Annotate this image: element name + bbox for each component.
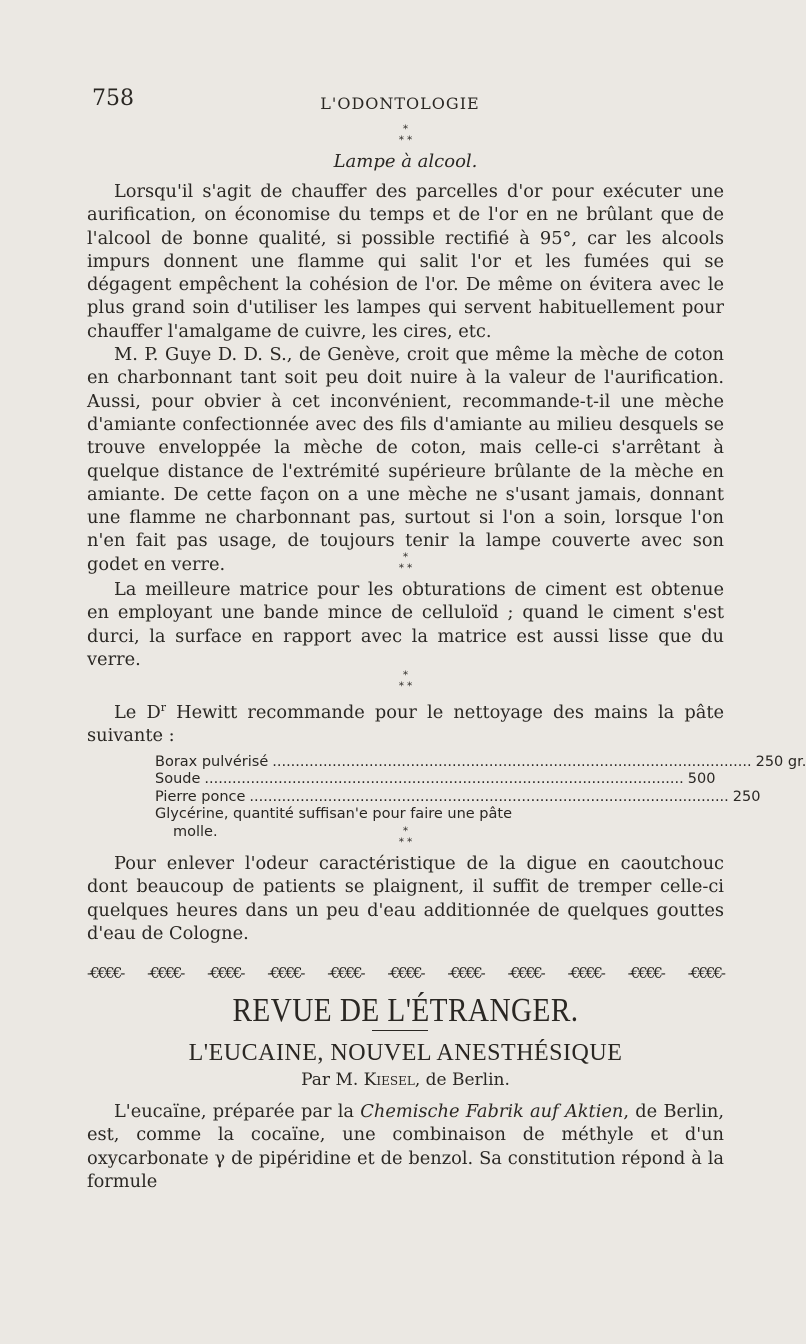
paragraph-hewitt-intro — [87, 696, 724, 748]
ornament-motif: -€€€€- — [507, 964, 544, 982]
paragraph-lampe-1: Lorsqu'il s'agit de chauffer des parcelles d'or pour exécuter une aurification, on économise du temps et de l'or en ne brûlant que de l'alcool de bonne qualité, si possible rectifié à 95°, car les alcools impurs donnent une flamme qui salit l'or et les fumées qui se dégagent empêchent la cohésion de l'or. De même on évitera avec le plus grand soin d'utiliser les lampes qui servent habituellement pour chauffer l'amalgame de cuivre, les cires, etc. — [87, 181, 724, 342]
section-hewitt — [87, 670, 806, 841]
recipe-item-name: Borax pulvérisé — [155, 753, 269, 770]
paragraph-eucaine: L'eucaïne, préparée par la Chemische Fabrik auf Aktien, de Berlin, est, comme la cocaïne, une combinaison de méthyle et d'un oxycarbonate γ de pipéridine et de benzol. Sa constitution répond à la formule — [87, 1101, 725, 1192]
asterism-star: * — [398, 563, 404, 574]
author-name: Kiesel — [363, 1070, 415, 1090]
asterism-star: * — [407, 135, 413, 146]
asterism-star: * — [407, 681, 413, 692]
intro-post: Hewitt recommande pour le nettoyage des mains la pâte suivante : — [87, 701, 724, 747]
article-byline: Par M. Kiesel, de Berlin. — [301, 1070, 510, 1090]
section-heading: REVUE DE L'ÉTRANGER. — [232, 992, 579, 1029]
ornament-motif: -€€€€- — [687, 964, 724, 982]
recipe-glycerine-cont: molle. — [173, 823, 218, 840]
recipe-item-qty: 250 — [732, 788, 761, 805]
running-title: L'ODONTOLOGIE — [320, 94, 480, 113]
section-lampe — [87, 124, 724, 576]
asterism-star: * — [403, 670, 408, 681]
asterism-star: * — [407, 837, 413, 848]
asterism-star: * — [407, 563, 413, 574]
section-eucaine — [87, 1100, 724, 1193]
article-title: L'EUCAINE, NOUVEL ANESTHÉSIQUE — [188, 1040, 623, 1066]
section-title-lampe: Lampe à alcool. — [333, 151, 478, 172]
intro-pre: Le D — [114, 701, 161, 723]
ornament-motif: -€€€€- — [627, 964, 664, 982]
paragraph-lampe-2: M. P. Guye D. D. S., de Genève, croit que même la mèche de coton en charbonnant tant soit peu doit nuire à la valeur de l'aurification. Aussi, pour obvier à cet inconvénient, recommande-t-il une mèche d'amiante confectionnée avec des fils d'amiante au milieu desquels se trouve enveloppée la mèche de coton, mais celle-ci s'arrêtant à quelque distance de l'extrémité supérieure brûlante de la mèche en amiante. De cette façon on a une mèche ne s'usant jamais, donnant une flamme ne charbonnant pas, surtout si l'on a soin, lorsque l'on n'en fait pas usage, de toujours tenir la lampe couverte avec son godet en verre. — [87, 344, 724, 575]
asterism — [87, 552, 724, 574]
intro-sup: r — [160, 701, 166, 714]
recipe-item: Soude ........................................................................................................ 500 — [155, 771, 716, 788]
asterism-star: * — [398, 135, 404, 146]
ornament-motif: -€€€€- — [447, 964, 484, 982]
ornament-motif: -€€€€- — [87, 964, 124, 982]
recipe-item-name: Pierre ponce — [155, 788, 246, 805]
ornament-motif: -€€€€- — [327, 964, 364, 982]
title-rule — [372, 1030, 428, 1031]
company-name: Chemische Fabrik auf Aktien — [360, 1101, 624, 1122]
ornament-motif: -€€€€- — [387, 964, 424, 982]
recipe-glycerine: Glycérine, quantité suffisan'e pour faire une pâte — [155, 806, 512, 823]
asterism-star: * — [403, 124, 408, 135]
asterism — [87, 124, 724, 146]
recipe-item-qty: 250 gr. — [755, 753, 806, 770]
section-matrice — [87, 552, 724, 671]
recipe-item: Borax pulvérisé ........................................................................................................ 250 gr. — [155, 753, 806, 770]
asterism-star: * — [403, 552, 408, 563]
asterism-star: * — [403, 826, 408, 837]
ornament-motif: -€€€€- — [567, 964, 604, 982]
recipe-item-qty: 500 — [687, 771, 716, 788]
recipe-item-name: Soude — [155, 771, 201, 788]
paragraph-matrice: La meilleure matrice pour les obturations de ciment est obtenue en employant une bande mince de celluloïd ; quand le ciment s'est durci, la surface en rapport avec la matrice est aussi lisse que du verre. — [87, 579, 724, 670]
ornament-motif: -€€€€- — [207, 964, 244, 982]
ornament-motif: -€€€€- — [147, 964, 184, 982]
asterism-star: * — [398, 837, 404, 848]
asterism — [87, 823, 724, 848]
asterism-star: * — [398, 681, 404, 692]
paragraph-odeur: Pour enlever l'odeur caractéristique de la digue en caoutchouc dont beaucoup de patients se plaignent, il suffit de tremper celle-ci quelques heures dans un peu d'eau additionnée de quelques gouttes d'eau de Cologne. — [87, 853, 724, 944]
ornament-band — [87, 962, 724, 984]
ornament-motif: -€€€€- — [267, 964, 304, 982]
recipe-item: Pierre ponce ........................................................................................................ 250 — [155, 788, 761, 805]
page-number: 758 — [92, 86, 134, 111]
page-header — [90, 86, 710, 116]
asterism — [87, 670, 724, 692]
section-odeur — [87, 823, 724, 945]
